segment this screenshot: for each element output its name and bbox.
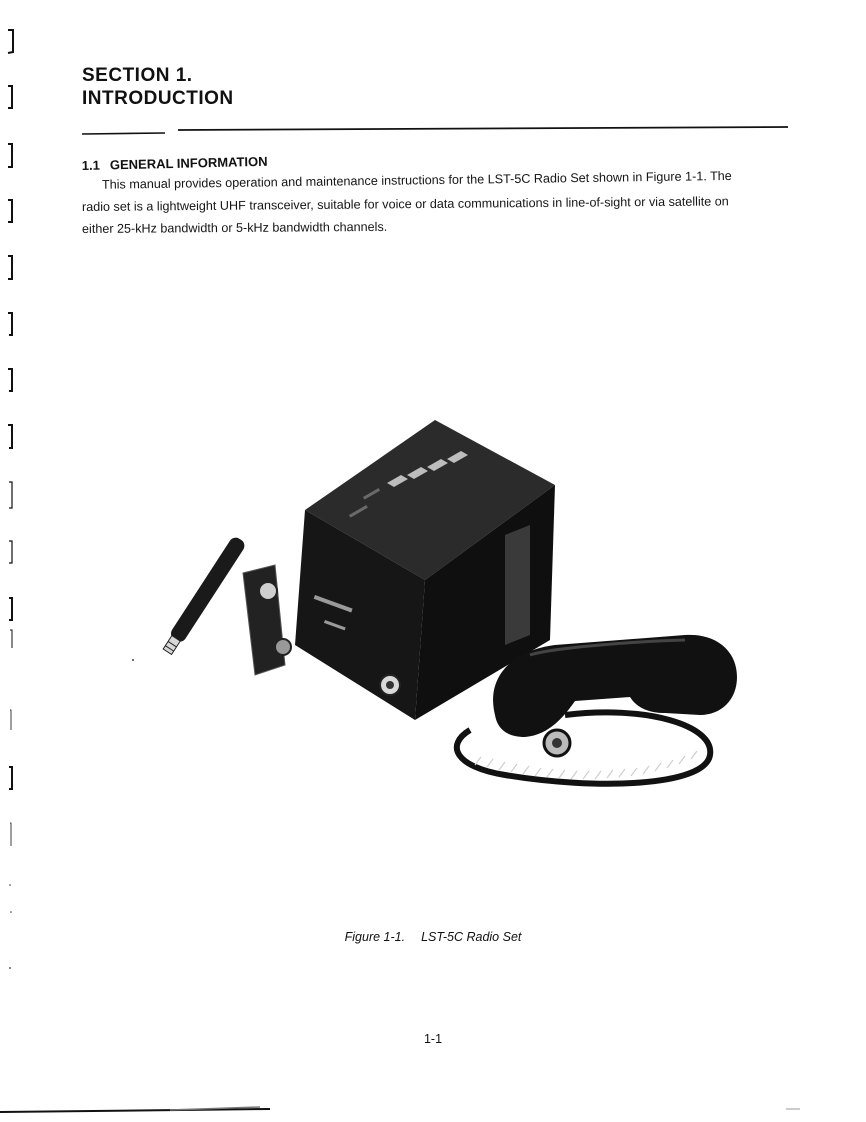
- intro-paragraph: [81, 168, 802, 240]
- section-title: INTRODUCTION: [82, 88, 234, 109]
- paragraph-line: either 25-kHz bandwidth or 5-kHz bandwidth channels.: [81, 219, 388, 236]
- section-heading: [82, 64, 234, 110]
- scan-artifact: [0, 1096, 866, 1122]
- page-number: 1-1: [423, 1032, 443, 1046]
- paragraph-line: This manual provides operation and maintenance instructions for the LST-5C Radio Set shown in Figure 1-1. The: [101, 168, 732, 192]
- paragraph-line: radio set is a lightweight UHF transceiver, suitable for voice or data communications in line-of-sight or via satellite on: [81, 194, 729, 214]
- antenna: [161, 535, 247, 656]
- figure-caption: [0, 930, 866, 944]
- binding-marks: [0, 0, 30, 1122]
- subsection-heading: [82, 154, 268, 173]
- subsection-number: 1.1: [81, 157, 101, 173]
- subsection-title: GENERAL INFORMATION: [109, 153, 268, 173]
- radio-set-photo: [125, 415, 745, 820]
- figure-number: Figure 1-1.: [344, 930, 406, 944]
- section-label: SECTION 1.: [82, 65, 193, 86]
- figure-caption-text: LST-5C Radio Set: [421, 930, 522, 944]
